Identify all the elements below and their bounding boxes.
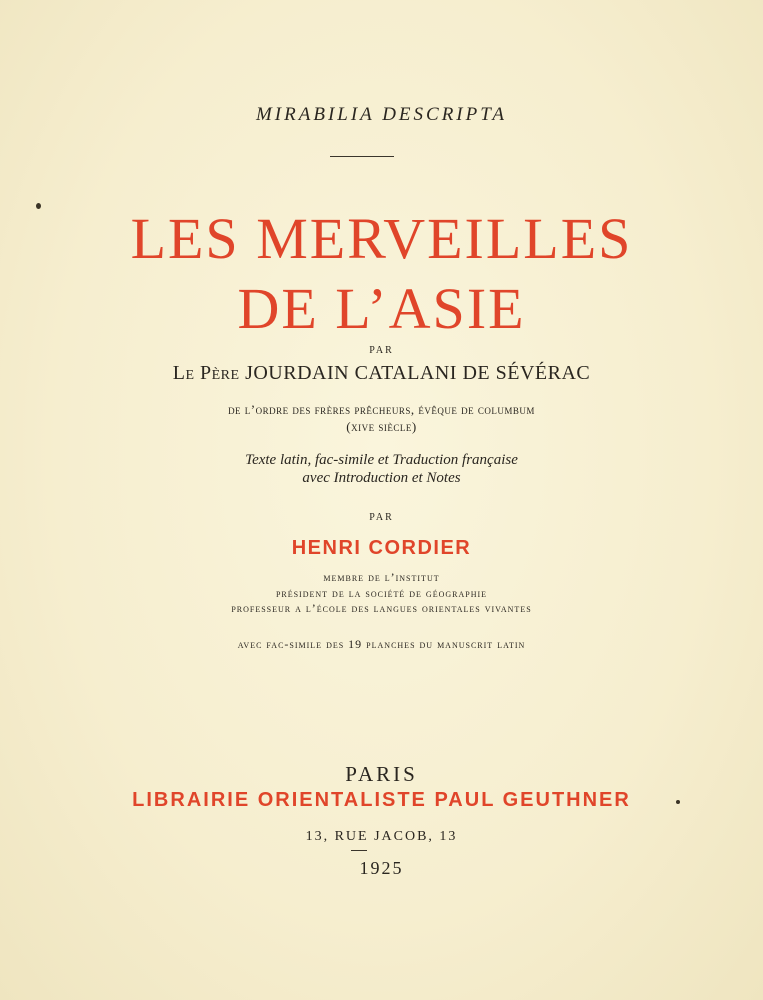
main-title-line-1: LES MERVEILLES <box>130 206 633 271</box>
facsimile-note: avec fac-simile des 19 planches du manuscrit latin <box>237 637 526 651</box>
author-century: (xive siècle) <box>346 419 417 434</box>
by-label: PAR <box>369 512 394 523</box>
by-label: PAR <box>369 345 394 356</box>
imprint-publisher: LIBRAIRIE ORIENTALISTE PAUL GEUTHNER <box>132 789 631 811</box>
paper-spot <box>36 203 41 209</box>
series-title: MIRABILIA DESCRIPTA <box>255 104 507 125</box>
editor-role: membre de l’institut <box>323 570 440 584</box>
description-line-1: Texte latin, fac-simile et Traduction française <box>245 452 518 468</box>
editor-name: HENRI CORDIER <box>291 537 472 559</box>
main-title-line-2: DE L’ASIE <box>237 276 526 341</box>
paper-spot <box>676 800 680 804</box>
divider-rule <box>330 156 394 157</box>
editor-role: président de la société de géographie <box>275 586 488 600</box>
imprint-address: 13, RUE JACOB, 13 <box>305 829 458 844</box>
editor-role: professeur a l’école des langues orientales vivantes <box>231 601 532 615</box>
imprint-city: PARIS <box>345 762 418 786</box>
divider-rule <box>351 850 367 851</box>
author-order: de l’ordre des frères prêcheurs, évêque de columbum <box>228 402 535 417</box>
description-line-2: avec Introduction et Notes <box>302 470 461 486</box>
imprint-year: 1925 <box>359 858 404 878</box>
author-name: Le Père JOURDAIN CATALANI DE SÉVÉRAC <box>172 362 591 384</box>
